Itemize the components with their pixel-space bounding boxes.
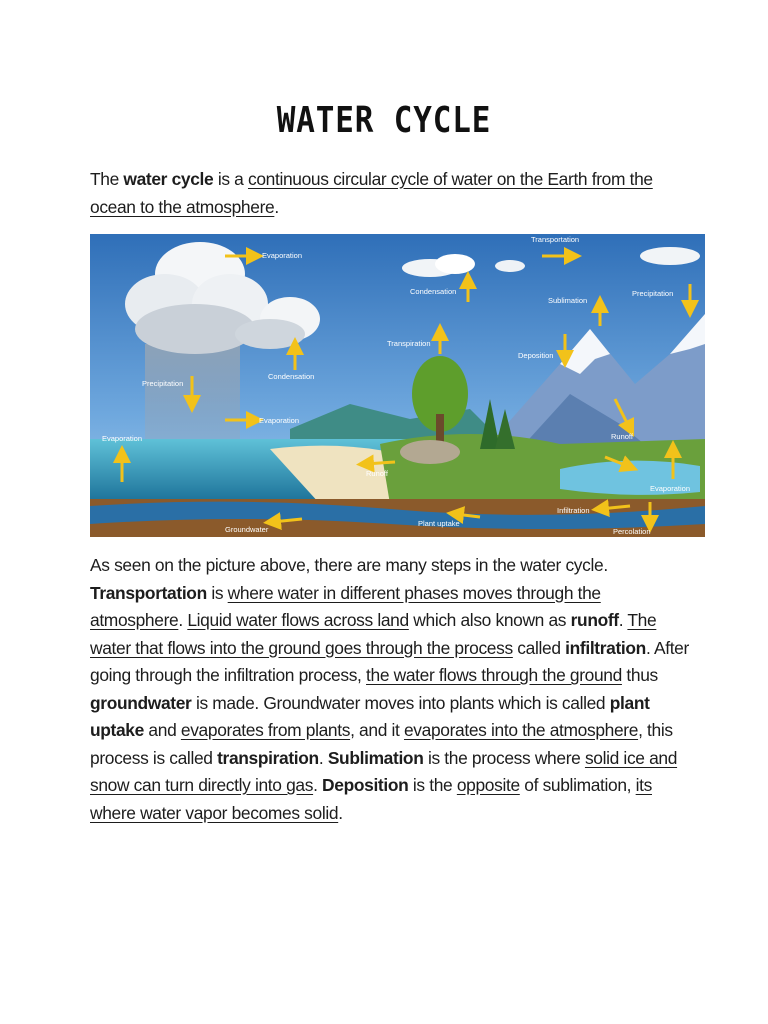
intro-definition: continuous circular cycle of water on the Earth from the ocean to the atmosphere [90, 169, 653, 217]
term-runoff: runoff [570, 610, 619, 630]
underlined-phrase: solid ice and snow can turn directly into gas [90, 747, 678, 795]
label-groundwater: Groundwater [225, 525, 269, 534]
underlined-phrase: evaporates into the atmosphere [403, 720, 639, 740]
label-transportation: Transportation [531, 235, 580, 244]
term-infiltration: infiltration [565, 637, 646, 658]
label-transpiration: Transpiration [387, 339, 431, 348]
underlined-phrase: evaporates from plants [180, 720, 351, 740]
intro-text: is a [213, 169, 248, 189]
body-text: and [143, 720, 181, 740]
label-condensation-left: Condensation [268, 372, 315, 381]
body-text: , this process is called [90, 720, 673, 768]
body-text: , and it [350, 720, 404, 740]
underlined-phrase: opposite [456, 775, 520, 795]
underlined-phrase: the water flows through the ground [366, 665, 622, 685]
label-precipitation-left: Precipitation [142, 379, 184, 388]
body-text: is made. Groundwater moves into plants which is called [191, 692, 610, 713]
water-cycle-diagram [90, 234, 705, 537]
body-text: . After going through the infiltration process, [90, 637, 689, 685]
body-text: called [512, 637, 566, 658]
body-text: . [178, 610, 188, 630]
label-evaporation-top: Evaporation [262, 251, 303, 260]
label-condensation-top: Condensation [410, 287, 457, 296]
body-text: . [318, 747, 328, 768]
term-water-cycle: water cycle [123, 169, 214, 189]
underlined-phrase: The water that flows into the ground goes through the process [90, 610, 657, 658]
label-runoff-small: Runoff [366, 469, 388, 478]
page-title: WATER CYCLE [276, 100, 492, 141]
intro-text: The [90, 169, 124, 189]
term-transpiration: transpiration [217, 747, 319, 768]
underlined-phrase: Liquid water flows across land [187, 610, 409, 630]
label-deposition: Deposition [518, 351, 554, 360]
label-evaporation-left: Evaporation [102, 434, 143, 443]
body-text: of sublimation, [519, 775, 636, 795]
intro-text: . [274, 196, 279, 217]
label-plant-uptake: Plant uptake [418, 519, 460, 528]
label-sublimation: Sublimation [548, 296, 588, 305]
body-text: is [206, 582, 228, 603]
intro-paragraph [90, 166, 690, 221]
label-runoff: Runoff [611, 432, 633, 441]
label-evaporation-right: Evaporation [650, 484, 691, 493]
term-deposition: Deposition [322, 775, 409, 795]
body-text: is the process where [423, 747, 585, 768]
body-paragraph [90, 552, 690, 827]
label-percolation: Percolation [613, 527, 651, 536]
term-transportation: Transportation [90, 582, 207, 603]
body-text: . [313, 775, 323, 795]
underlined-phrase: where water in different phases moves through the atmosphere [90, 582, 601, 630]
body-text: As seen on the picture above, there are many steps in the water cycle. [90, 555, 608, 575]
body-text: . [338, 802, 343, 823]
term-sublimation: Sublimation [327, 747, 424, 768]
term-plant-uptake: plant uptake [90, 692, 650, 740]
body-text: which also known as [408, 610, 571, 630]
body-text: . [618, 610, 628, 630]
body-text: thus [621, 665, 658, 685]
label-precipitation-right: Precipitation [632, 289, 674, 298]
body-text: is the [408, 775, 457, 795]
label-infiltration: Infiltration [557, 506, 590, 515]
label-evaporation-mid: Evaporation [259, 416, 300, 425]
underlined-phrase: its where water vapor becomes solid [90, 775, 652, 823]
term-groundwater: groundwater [90, 692, 192, 713]
